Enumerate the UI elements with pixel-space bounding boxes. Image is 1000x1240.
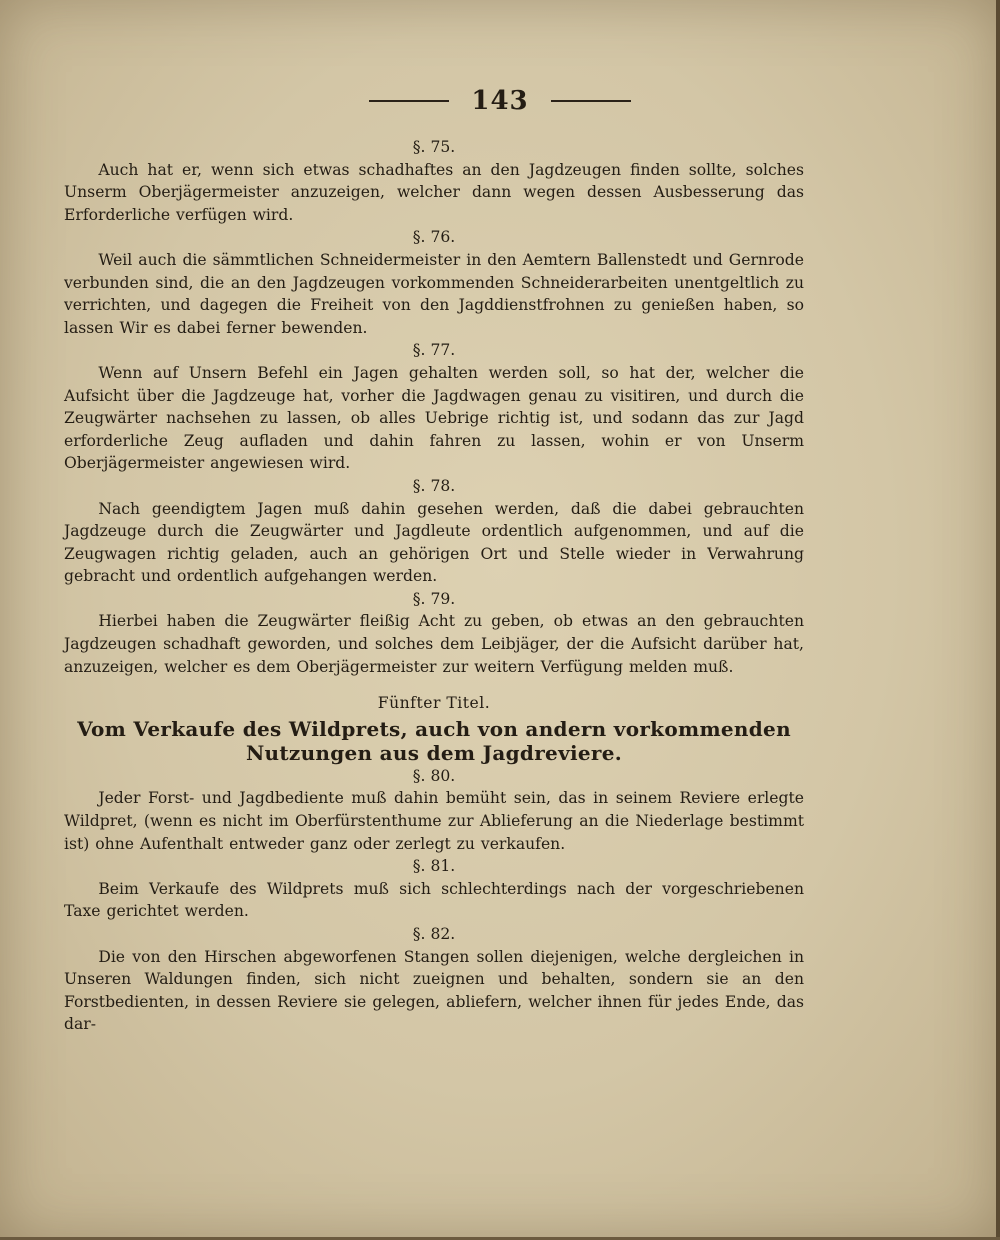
section-text-78: Nach geendigtem Jagen muß dahin gesehen werden, daß die dabei gebrauchten Jagdzeuge durch die Zeugwärter und Jagdleute ordentlich aufgenommen, und auf die Zeugwagen richtig geladen, auch an gehörigen Ort und Stelle wieder in Verwahrung gebracht und ordentlich aufgehangen werden. [64, 499, 804, 586]
section-text-77: Wenn auf Unsern Befehl ein Jagen gehalten werden soll, so hat der, welcher die Aufsicht über die Jagdzeuge hat, vorher die Jagdwagen genau zu visitiren, und durch die Zeugwärter nachsehen zu lassen, ob alles Uebrige richtig ist, und sodann das zur Jagd erforderliche Zeug aufladen und dahin fahren zu lassen, wohin er von Unserm Oberjägermeister angewiesen wird. [64, 363, 804, 473]
section-heading-81: §. 81. [412, 857, 456, 876]
section-heading-82: §. 82. [412, 925, 456, 943]
chapter-label: Fünfter Titel. [377, 694, 491, 713]
header-rule-right [551, 100, 631, 102]
section-text-79: Hierbei haben die Zeugwärter fleißig Acht zu geben, ob etwas an den gebrauchten Jagdzeugen schadhaft geworden, und solches dem Leibjäger, der die Aufsicht darüber hat, anzuzeigen, welcher es dem Oberjägermeister zur weitern Verfügung melden muß. [64, 612, 804, 676]
page-edge-right [996, 0, 1000, 1240]
section-text-76: Weil auch die sämmtlichen Schneidermeister in den Aemtern Ballenstedt und Gernrode verbunden sind, die an den Jagdzeugen vorkommenden Schneiderarbeiten unentgeltlich zu verrichten, und dagegen die Freiheit von den Jagddienstfrohnen zu genießen haben, so lassen Wir es dabei ferner bewenden. [64, 250, 804, 337]
page-header [0, 86, 1000, 116]
page-number: 143 [471, 86, 529, 116]
section-text-81: Beim Verkaufe des Wildprets muß sich schlechterdings nach der vorgeschriebenen Taxe gerichtet werden. [64, 879, 804, 921]
section-text-75: Auch hat er, wenn sich etwas schadhaftes an den Jagdzeugen finden sollte, solches Unserm Oberjägermeister anzuzeigen, welcher dann wegen dessen Ausbesserung das Erforderliche verfügen wird. [64, 160, 804, 224]
section-heading-78: §. 78. [412, 476, 456, 495]
chapter-title: Vom Verkaufe des Wildprets, auch von andern vorkommenden Nutzungen aus dem Jagdreviere. [77, 716, 791, 765]
section-heading-79: §. 79. [412, 589, 456, 608]
section-text-80: Jeder Forst- und Jagdbediente muß dahin bemüht sein, das in seinem Reviere erlegte Wildpret, (wenn es nicht im Oberfürstenthume zur Ablieferung an die Niederlage bestimmt ist) ohne Aufenthalt entweder ganz oder zerlegt zu verkaufen. [64, 789, 804, 853]
header-rule-left [369, 100, 449, 102]
section-text-82: Die von den Hirschen abgeworfenen Stangen sollen diejenigen, welche dergleichen in Unseren Waldungen finden, sich nicht zueignen und behalten, sondern sie an den Forstbedienten, in dessen Reviere sie gelegen, abliefern, welcher ihnen für jedes Ende, das dar- [64, 947, 804, 1034]
page-body [64, 136, 804, 1036]
section-heading-75: §. 75. [412, 138, 456, 156]
section-heading-77: §. 77. [412, 341, 456, 360]
section-heading-76: §. 76. [412, 228, 456, 247]
section-heading-80: §. 80. [412, 766, 456, 785]
